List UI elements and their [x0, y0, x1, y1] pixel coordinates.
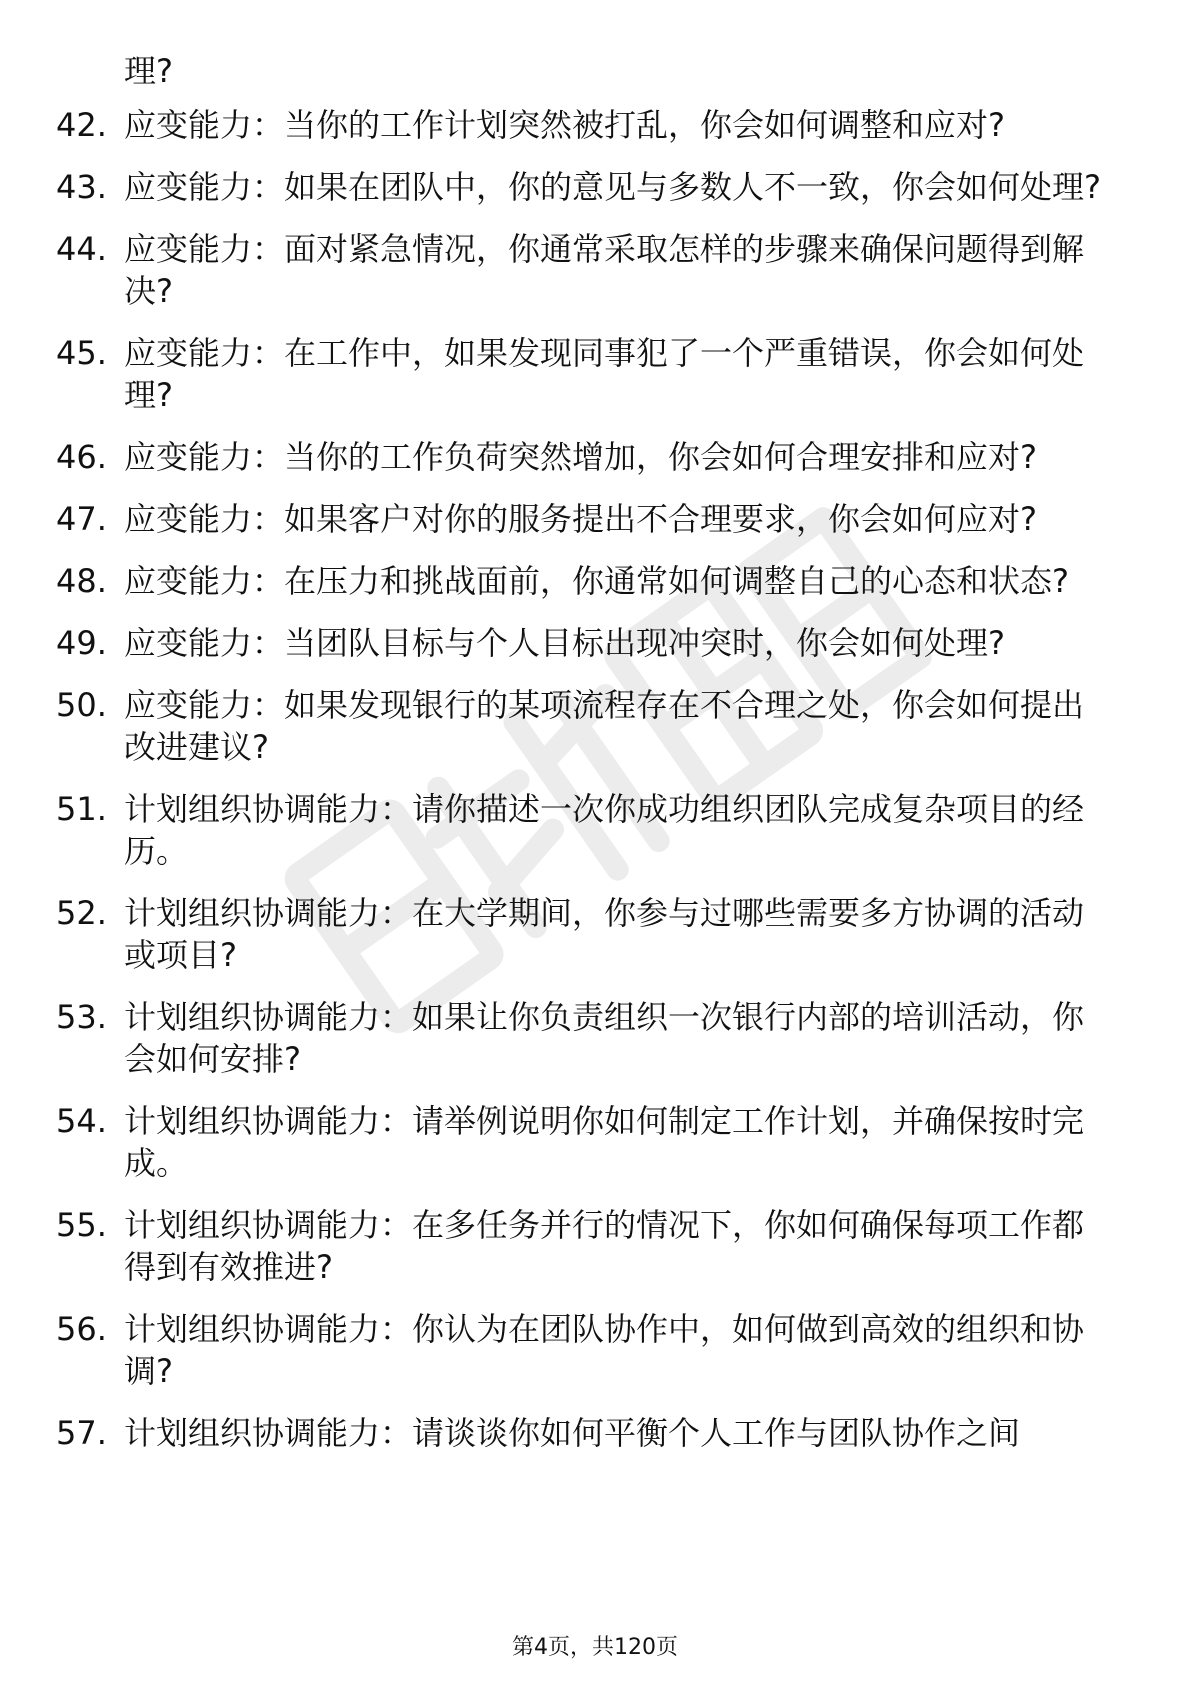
question-item [0, 104, 1104, 146]
question-number: 55. [56, 1206, 107, 1244]
question-text: 计划组织协调能力：如果让你负责组织一次银行内部的培训活动，你会如何安排? [124, 998, 1085, 1078]
question-number: 52. [56, 894, 107, 932]
question-number: 49. [56, 624, 107, 662]
question-number: 46. [56, 438, 107, 476]
question-item [0, 436, 1104, 478]
question-text: 应变能力：如果在团队中，你的意见与多数人不一致，你会如何处理? [124, 168, 1101, 206]
question-text: 应变能力：面对紧急情况，你通常采取怎样的步骤来确保问题得到解决? [124, 230, 1085, 310]
question-number: 53. [56, 998, 107, 1036]
question-text: 应变能力：如果客户对你的服务提出不合理要求，你会如何应对? [124, 500, 1037, 538]
question-item [0, 892, 1104, 976]
question-item [0, 560, 1104, 602]
question-text: 计划组织协调能力：在大学期间，你参与过哪些需要多方协调的活动或项目? [124, 894, 1085, 974]
question-text: 应变能力：在工作中，如果发现同事犯了一个严重错误，你会如何处理? [124, 334, 1085, 414]
question-text: 计划组织协调能力：请谈谈你如何平衡个人工作与团队协作之间 [124, 1414, 1021, 1452]
question-text: 应变能力：当你的工作计划突然被打乱，你会如何调整和应对? [124, 106, 1005, 144]
question-number: 51. [56, 790, 107, 828]
question-number: 42. [56, 106, 107, 144]
question-item [0, 622, 1104, 664]
question-text: 计划组织协调能力：在多任务并行的情况下，你如何确保每项工作都得到有效推进? [124, 1206, 1085, 1286]
question-item [0, 1100, 1104, 1184]
question-text: 应变能力：在压力和挑战面前，你通常如何调整自己的心态和状态? [124, 562, 1069, 600]
question-list [0, 104, 1190, 1474]
question-number: 48. [56, 562, 107, 600]
question-item [0, 1412, 1104, 1454]
question-item [0, 996, 1104, 1080]
question-number: 56. [56, 1310, 107, 1348]
question-item [0, 788, 1104, 872]
question-text: 应变能力：当你的工作负荷突然增加，你会如何合理安排和应对? [124, 438, 1037, 476]
question-item [0, 1308, 1104, 1392]
question-text: 计划组织协调能力：请你描述一次你成功组织团队完成复杂项目的经历。 [124, 790, 1085, 870]
question-number: 45. [56, 334, 107, 372]
question-number: 57. [56, 1414, 107, 1452]
question-number: 43. [56, 168, 107, 206]
question-number: 44. [56, 230, 107, 268]
question-item [0, 166, 1104, 208]
question-text: 应变能力：当团队目标与个人目标出现冲突时，你会如何处理? [124, 624, 1005, 662]
question-number: 54. [56, 1102, 107, 1140]
question-item [0, 498, 1104, 540]
question-text: 计划组织协调能力：请举例说明你如何制定工作计划，并确保按时完成。 [124, 1102, 1085, 1182]
question-text: 应变能力：如果发现银行的某项流程存在不合理之处，你会如何提出改进建议? [124, 686, 1085, 766]
question-item [0, 228, 1104, 312]
question-item [0, 332, 1104, 416]
page-footer: 第4页，共120页 [512, 1635, 678, 1660]
question-item [0, 684, 1104, 768]
question-number: 47. [56, 500, 107, 538]
question-number: 50. [56, 686, 107, 724]
continued-line: 理? [124, 52, 173, 90]
question-text: 计划组织协调能力：你认为在团队协作中，如何做到高效的组织和协调? [124, 1310, 1085, 1390]
question-item [0, 1204, 1104, 1288]
